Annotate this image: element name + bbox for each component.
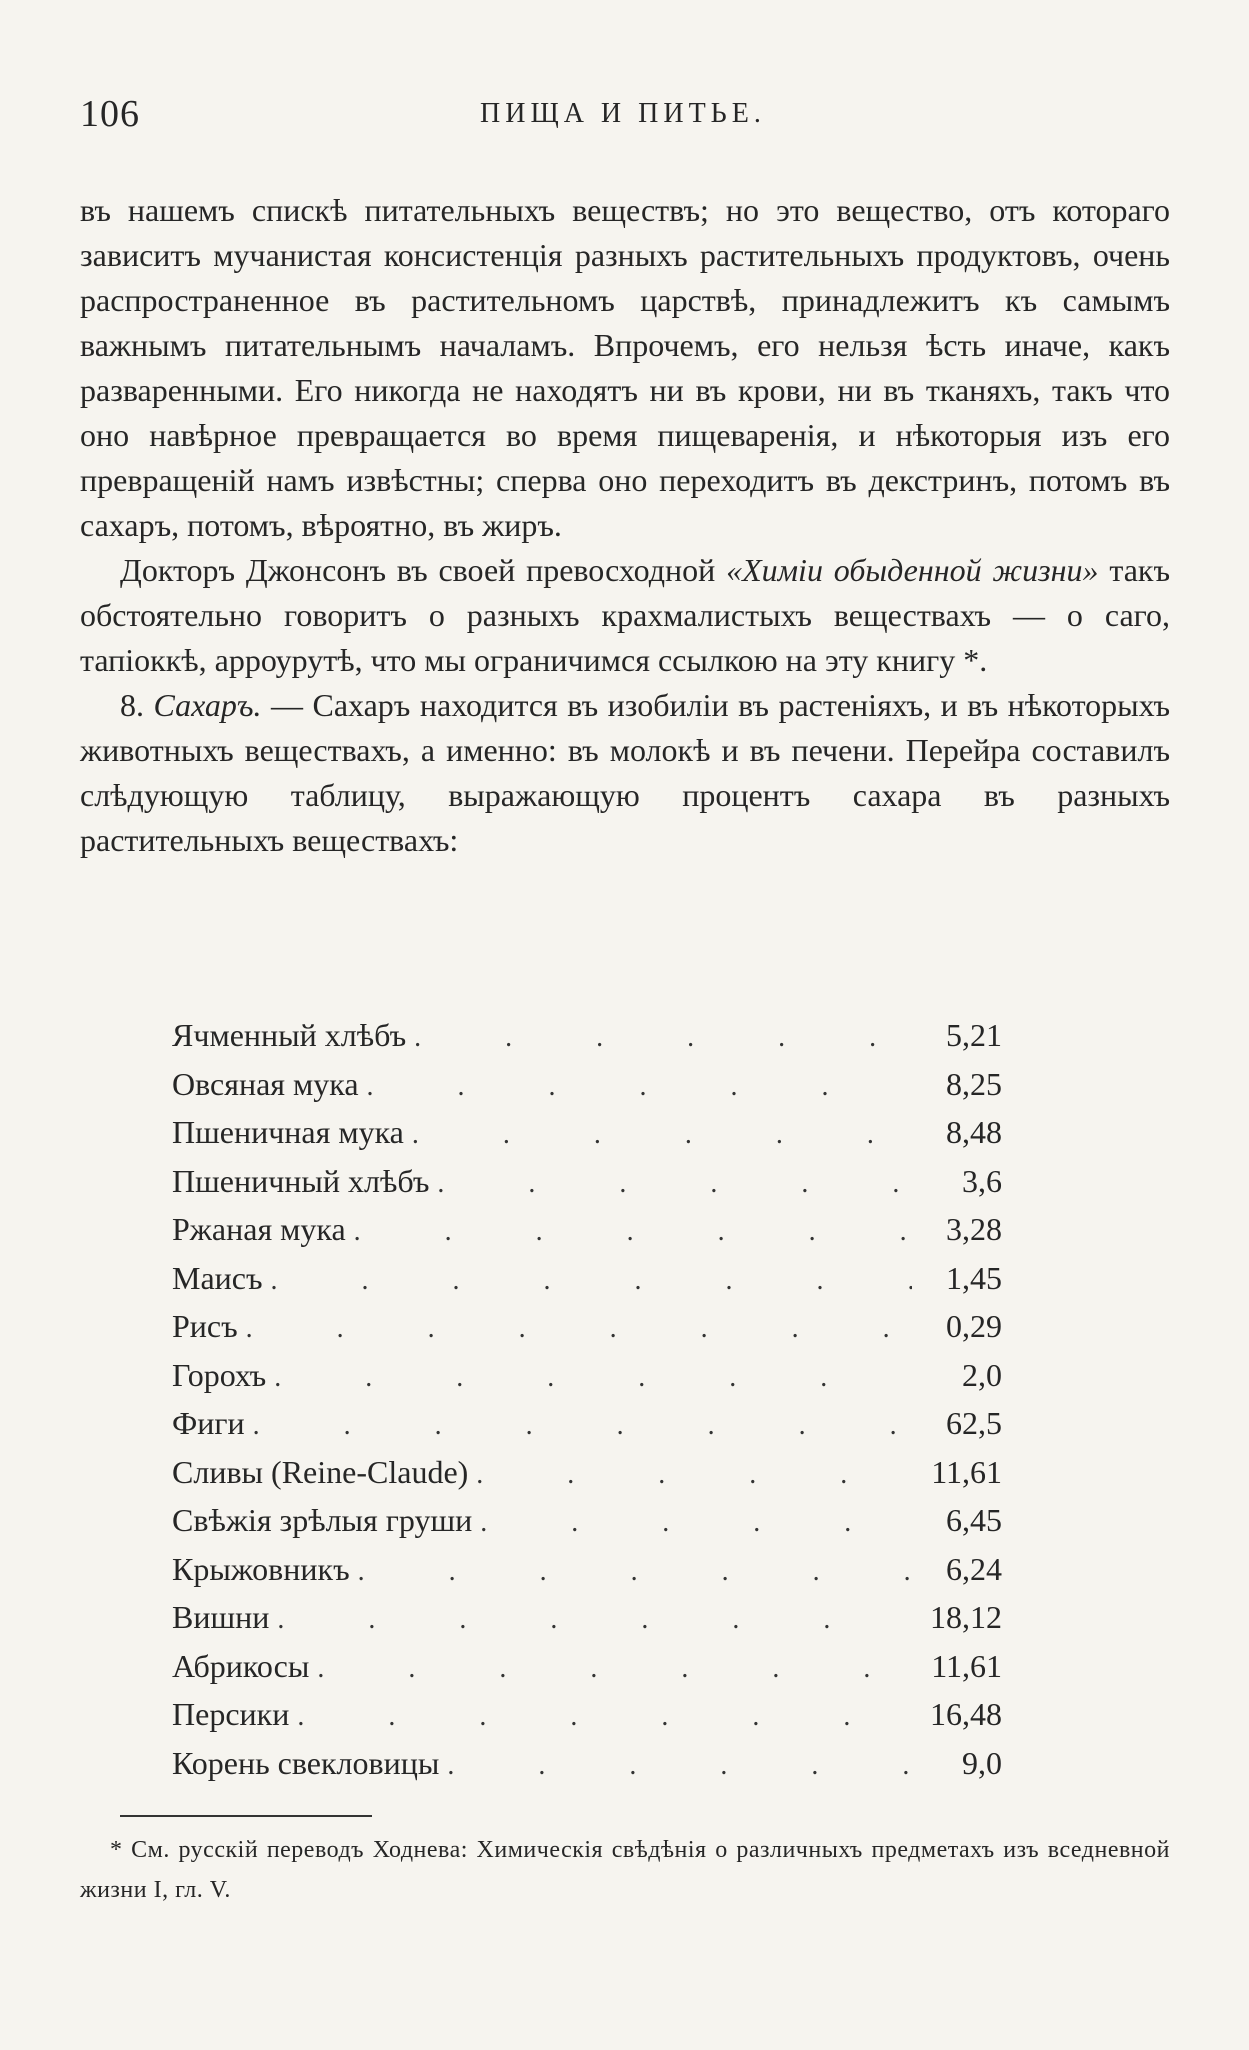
table-row-name: Фиги	[172, 1405, 245, 1441]
paragraph-starch: въ нашемъ спискѣ питательныхъ веществъ; но это вещество, отъ котораго зависитъ мучанистая консистенція разныхъ растительныхъ продуктовъ, очень распространенное въ растительномъ царствѣ, принадлежитъ къ самымъ важнымъ питательнымъ началамъ. Впрочемъ, его нельзя ѣсть иначе, какъ разваренными. Его никогда не находятъ ни въ крови, ни въ тканяхъ, такъ что оно навѣрное превращается во время пищеваренія, и нѣкоторыя изъ его превращеній намъ извѣстны; сперва оно переходитъ въ декстринъ, потомъ въ сахаръ, потомъ, вѣроятно, въ жиръ.	[80, 192, 1170, 543]
table-row	[172, 1308, 1072, 1357]
table-row-name: Корень свекловицы	[172, 1744, 440, 1781]
table-row-value: 8,48	[946, 1114, 1002, 1150]
paragraph-johnson-end: такъ обстоятельно говоритъ о разныхъ крахмалистыхъ веществахъ — о саго, тапіоккѣ, арроурутѣ, что мы ограничимся ссылкою на эту книгу *.	[80, 552, 1171, 678]
table-row-value: 3,6	[962, 1162, 1002, 1199]
book-title-italic: «Химіи обыденной жизни»	[726, 552, 1099, 588]
leader-dots	[245, 1410, 912, 1442]
table-row	[172, 1066, 1072, 1115]
leader-dots	[346, 1216, 912, 1248]
footnote-text: * См. русскій переводъ Ходнева: Химическія свѣдѣнія о различныхъ предметахъ изъ вседневной жизни I, гл. V.	[80, 1837, 1170, 1903]
leader-dots	[238, 1313, 912, 1345]
paragraph-johnson	[80, 548, 1170, 683]
table-row	[172, 1454, 1072, 1503]
table-row-name: Рисъ	[172, 1308, 238, 1344]
leader-dots	[269, 1604, 912, 1636]
leader-dots	[263, 1265, 912, 1297]
leader-dots	[359, 1071, 912, 1103]
table-row-value: 11,61	[931, 1453, 1002, 1490]
leader-dots	[472, 1507, 912, 1539]
table-row-name: Ячменный хлѣбъ	[172, 1017, 407, 1053]
table-row-value: 0,29	[946, 1308, 1002, 1344]
table-row-value: 5,21	[946, 1017, 1002, 1053]
table-row-value: 3,28	[946, 1211, 1002, 1247]
table-row	[172, 1696, 1072, 1745]
table-row	[172, 1405, 1072, 1454]
table-row-name: Ржаная мука	[172, 1211, 346, 1247]
table-row-value: 1,45	[946, 1259, 1002, 1296]
table-row	[172, 1599, 1072, 1648]
table-row-value: 11,61	[931, 1647, 1002, 1684]
table-row	[172, 1114, 1072, 1163]
footnote	[80, 1830, 1170, 1910]
table-row-name: Пшеничная мука	[172, 1114, 404, 1150]
table-row-name: Овсяная мука	[172, 1065, 359, 1102]
table-row	[172, 1017, 1072, 1066]
table-row-name: Крыжовникъ	[172, 1550, 350, 1587]
table-row-name: Вишни	[172, 1599, 270, 1635]
paragraph-johnson-start: Докторъ Джонсонъ въ своей превосходной	[120, 552, 727, 588]
table-row	[172, 1648, 1072, 1697]
leader-dots	[350, 1556, 912, 1588]
leader-dots	[439, 1750, 912, 1782]
table-row-name: Пшеничный хлѣбъ	[172, 1162, 430, 1199]
table-row-name: Персики	[172, 1696, 290, 1732]
body-text	[80, 188, 1170, 863]
page-header	[80, 92, 1170, 142]
table-row	[172, 1551, 1072, 1600]
running-head: ПИЩА И ПИТЬЕ.	[480, 98, 766, 129]
leader-dots	[289, 1701, 912, 1733]
table-row-value: 18,12	[930, 1599, 1002, 1635]
leader-dots	[309, 1653, 912, 1685]
table-row-name: Сливы (Reine-Claude)	[172, 1453, 469, 1490]
table-row	[172, 1745, 1072, 1794]
table-row-value: 62,5	[946, 1405, 1002, 1441]
table-row	[172, 1357, 1072, 1406]
table-row-value: 9,0	[962, 1744, 1002, 1781]
leader-dots	[266, 1362, 912, 1394]
page-number: 106	[80, 93, 140, 135]
table-row	[172, 1211, 1072, 1260]
leader-dots	[468, 1459, 912, 1491]
table-row-value: 8,25	[946, 1065, 1002, 1102]
paragraph-sugar-text: — Сахаръ находится въ изобиліи въ растеніяхъ, и въ нѣкоторыхъ животныхъ веществахъ, а именно: въ молокѣ и въ печени. Перейра составилъ слѣдующую таблицу, выражающую процентъ сахара въ разныхъ растительныхъ веществахъ:	[80, 687, 1171, 858]
table-row	[172, 1502, 1072, 1551]
table-row-value: 6,45	[946, 1502, 1002, 1538]
leader-dots	[404, 1119, 912, 1151]
table-row	[172, 1163, 1072, 1212]
leader-dots	[406, 1022, 912, 1054]
table-row-value: 16,48	[930, 1696, 1002, 1732]
table-row-name: Маисъ	[172, 1259, 263, 1296]
table-row-name: Абрикосы	[172, 1647, 310, 1684]
footnote-divider	[120, 1815, 372, 1817]
table-row	[172, 1260, 1072, 1309]
table-row-value: 2,0	[962, 1356, 1002, 1393]
section-title-italic: Сахаръ.	[153, 687, 262, 723]
sugar-content-table	[172, 1017, 1072, 1793]
leader-dots	[429, 1168, 912, 1200]
section-number: 8.	[120, 687, 154, 723]
table-row-value: 6,24	[946, 1550, 1002, 1587]
table-row-name: Горохъ	[172, 1356, 267, 1393]
paragraph-sugar	[80, 683, 1170, 863]
table-row-name: Свѣжія зрѣлыя груши	[172, 1502, 473, 1538]
